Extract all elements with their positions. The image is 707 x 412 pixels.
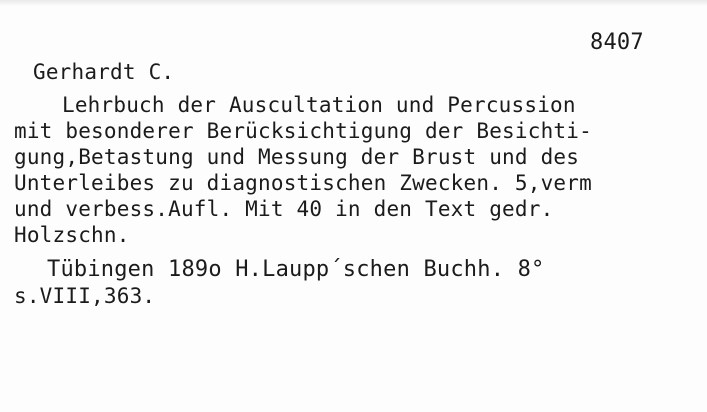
title-line: gung,Betastung und Messung der Brust und des [14, 145, 580, 169]
call-number: 8407 [590, 30, 644, 55]
title-line: Holzschn. [14, 223, 130, 247]
title-line: mit besonderer Berücksichtigung der Besichti- [14, 119, 592, 143]
imprint-line: Tübingen 189o H.Laupp´schen Buchh. 8° [47, 257, 545, 282]
title-line: Unterleibes zu diagnostischen Zwecken. 5,verm [14, 171, 592, 195]
scan-edge-shadow [0, 0, 707, 6]
title-line: Lehrbuch der Auscultation und Percussion [62, 93, 576, 117]
collation-line: s.VIII,363. [14, 284, 156, 308]
author-name: Gerhardt C. [33, 60, 175, 84]
title-line: und verbess.Aufl. Mit 40 in den Text gedr. [14, 197, 554, 221]
